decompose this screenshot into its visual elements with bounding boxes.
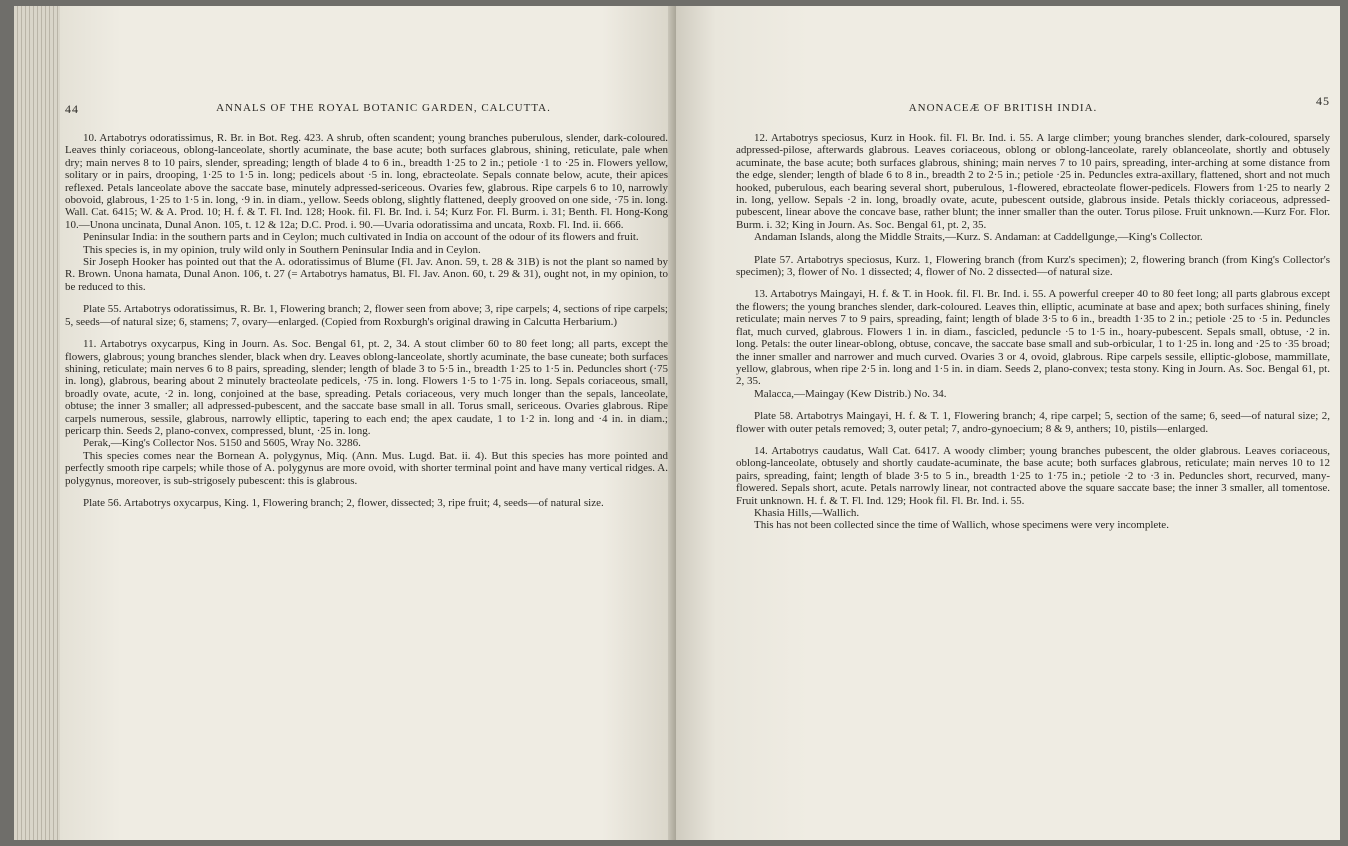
right-page-header <box>736 94 1330 118</box>
species-entry: 13. Artabotrys Maingayi, H. f. & T. in Hook. fil. Fl. Br. Ind. i. 55. A powerful creeper 40 to 80 feet long; all parts glabrous except the flowers; the young branches slender, dark-coloured. Leaves thin, elliptic, acuminate at base and apex; both surfaces shining, finely reticulate; main nerves 7 to 9 pairs, spreading, faint; length of blade 3·5 to 6 in., breadth 1·35 to 2 in.; petiole ·25 to ·5 in. Peduncles flat, much curved, glabrous. Flowers 1 in. in diam., fascicled, peduncle ·5 to 1·5 in., hoary-pubescent. Sepals small, obtuse, ·2 in. long. Petals: the outer linear-oblong, obtuse, concave, the saccate base small and sub-orbicular, 1 to 1·25 in. long and ·25 to ·35 broad; the inner smaller and narrower and much curved. Ovaries 3 or 4, ovoid, glabrous. Ripe carpels sessile, elliptic-globose, mammillate, yellow, glabrous, when ripe 2·5 in. long and 1·5 in. in diam. Seeds 2, plano-convex; testa stony. King in Journ. As. Soc. Bengal 61, pt. 2, 35. <box>736 288 1330 388</box>
running-head: ANNALS OF THE ROYAL BOTANIC GARDEN, CALCUTTA. <box>216 102 551 114</box>
running-head: ANONACEÆ OF BRITISH INDIA. <box>908 102 1098 114</box>
distribution: Malacca,—Maingay (Kew Distrib.) No. 34. <box>754 387 947 400</box>
note: This species is, in my opinion, truly wild only in Southern Peninsular India and in Ceylon. <box>83 243 481 256</box>
left-page <box>60 6 676 840</box>
note: This species comes near the Bornean A. polygynus, Miq. (Ann. Mus. Lugd. Bat. ii. 4). But this species has more pointed and perfectly smooth ripe carpels; while those of A. polygynus are more ovoid, with shorter terminal point and have many vertical ridges. A. polygynus, moreover, is sub-strigosely pubescent: this is glabrous. <box>65 449 668 487</box>
distribution: Peninsular India: in the southern parts and in Ceylon; much cultivated in India on account of the odour of its flowers and fruit. <box>83 231 639 244</box>
plate-caption: Plate 57. Artabotrys speciosus, Kurz. 1, Flowering branch (from Kurz's specimen); 2, flowering branch (from King's Collector's specimen); 3, flower of No. 1 dissected; 4, flower of No. 2 dissected—of natural size. <box>736 253 1330 279</box>
page-number: 45 <box>1316 94 1330 108</box>
page-number: 44 <box>65 102 79 116</box>
plate-caption: Plate 58. Artabotrys Maingayi, H. f. & T. 1, Flowering branch; 4, ripe carpel; 5, section of the same; 6, seed—of natural size; 2, flower with outer petals removed; 3, outer petal; 7, andro-gynoecium; 8 & 9, anthers; 10, pistils—enlarged. <box>736 410 1330 435</box>
distribution: Andaman Islands, along the Middle Straits,—Kurz. S. Andaman: at Caddellgunge,—King's Collector. <box>754 231 1203 244</box>
plate-caption: Plate 56. Artabotrys oxycarpus, King. 1, Flowering branch; 2, flower, dissected; 3, ripe fruit; 4, seeds—of natural size. <box>83 496 604 509</box>
species-entry: 11. Artabotrys oxycarpus, King in Journ. As. Soc. Bengal 61, pt. 2, 34. A stout climber 60 to 80 feet long; all parts, except the flowers, glabrous; young branches slender, black when dry. Leaves oblong-lanceolate, shortly acuminate, the base cuneate; both surfaces shining, reticulate; main nerves 6 to 8 pairs, spreading, slender; length of blade 3 to 5·5 in., breadth 1·25 to 1·5 in. Peduncles short (·75 in. long), glabrous, bearing about 2 minutely bracteolate pedicels, ·75 in. long. Flowers 1·5 to 1·75 in. long. Sepals coriaceous, small, broadly ovate, acute, ·2 in. long, conjoined at the base, spreading. Petals coriaceous, very much longer than the sepals, lanceolate, obtuse; the inner 3 smaller; all adpressed-pubescent, and the saccate base small in all. Torus small, sericeous. Ovaries glabrous. Ripe carpels numerous, sessile, glabrous, narrowly elliptic, tapering to each end; the apex caudate, 1 to 1·2 in. long and ·4 in. in diam.; pericarp thin. Seeds 2, plano-convex, compressed, blunt, ·25 in. long. <box>65 338 668 437</box>
note: This has not been collected since the time of Wallich, whose specimens were very incomplete. <box>754 519 1169 532</box>
species-entry: 12. Artabotrys speciosus, Kurz in Hook. fil. Fl. Br. Ind. i. 55. A large climber; young branches slender, dark-coloured, sparsely adpressed-pilose, afterwards glabrous. Leaves coriaceous, oblong or oblong-lanceolate, rarely oblanceolate, shortly and obtusely acuminate, the base acute; both surfaces glabrous, shining; main nerves 7 to 10 pairs, spreading, inter-arching at some distance from the edge, slender; length of blade 6 to 8 in., breadth 2 to 2·5 in.; petiole ·25 in. Peduncles extra-axillary, flattened, short and not much hooked, puberulous, each bearing several short, puberulous, 1-flowered, ebracteolate flower-pedicels. Flowers from 1·25 to nearly 2 in. long, yellow. Sepals ·2 in. long, broadly ovate, acute, pubescent outside, glabrous inside. Petals thickly coriaceous, adpressed-pubescent, linear above the concave base, rather blunt; the inner smaller than the outer. Torus pilose. Fruit unknown.—Kurz For. Flor. Burm. i. 32; King in Journ. As. Soc. Bengal 61, pt. 2, 35. <box>736 132 1330 231</box>
note: Sir Joseph Hooker has pointed out that the A. odoratissimus of Blume (Fl. Jav. Anon. 59, t. 28 & 31B) is not the plant so named by R. Brown. Unona hamata, Dunal Anon. 106, t. 27 (= Artabotrys hamatus, Bl. Fl. Jav. Anon. 60, t. 29 & 31), ought not, in my opinion, to be reduced to this. <box>65 256 668 293</box>
species-entry: 14. Artabotrys caudatus, Wall Cat. 6417. A woody climber; young branches pubescent, the older glabrous. Leaves coriaceous, oblong-lanceolate, obtusely and shortly caudate-acuminate, the base acute; both surfaces glabrous, reticulate; main nerves 10 to 12 pairs, spreading, faint; length of blade 3·5 to 5 in., breadth 1·25 to 1·75 in.; petiole ·2 to ·3 in. Peduncles short, recurved, many-flowered. Sepals short, acute. Petals narrowly linear, not contracted above the square saccate base; the inner 3 smaller, all tomentose. Fruit unknown. H. f. & T. Fl. Ind. 129; Hook fil. Fl. Br. Ind. i. 55. <box>736 444 1330 507</box>
plate-caption: Plate 55. Artabotrys odoratissimus, R. Br. 1, Flowering branch; 2, flower seen from above; 3, ripe carpels; 4, sections of ripe carpels; 5, seeds—of natural size; 6, stamens; 7, ovary—enlarged. (Copied from Roxburgh's original drawing in Calcutta Herbarium.) <box>65 303 668 328</box>
left-page-header <box>65 102 668 118</box>
distribution: Khasia Hills,—Wallich. <box>754 506 860 519</box>
right-page <box>676 6 1340 840</box>
species-entry: 10. Artabotrys odoratissimus, R. Br. in Bot. Reg. 423. A shrub, often scandent; young branches puberulous, slender, dark-coloured. Leaves thinly coriaceous, oblong-lanceolate, shortly acuminate, the base acute; both surfaces glabrous, shining, reticulate, pale when dry; main nerves 8 to 10 pairs, slender, spreading; length of blade 4 to 6 in., breadth 1·25 to 2 in.; petiole ·1 to ·25 in. Flowers yellow, solitary or in pairs, drooping, 1·25 to 1·5 in. long; pedicels about ·5 in. long, ebracteolate. Sepals connate below, acute, their apices reflexed. Petals lanceolate above the saccate base, minutely adpressed-sericeous. Ovaries few, glabrous. Ripe carpels 6 to 10, narrowly obovoid, glabrous, 1·25 to 1·5 in. long, ·9 in. in diam., yellow. Seeds oblong, slightly flattened, deeply grooved on one side, ·75 in. long. Wall. Cat. 6415; W. & A. Prod. 10; H. f. & T. Fl. Ind. 128; Hook. fil. Fl. Br. Ind. i. 54; Kurz For. Fl. Burm. i. 31; Benth. Fl. Hong-Kong 10.—Unona uncinata, Dunal Anon. 105, t. 12 & 12a; D.C. Prod. i. 90.—Uvaria odoratissima and uncata, Roxb. Fl. Ind. ii. 666. <box>65 132 668 231</box>
distribution: Perak,—King's Collector Nos. 5150 and 5605, Wray No. 3286. <box>83 437 361 450</box>
